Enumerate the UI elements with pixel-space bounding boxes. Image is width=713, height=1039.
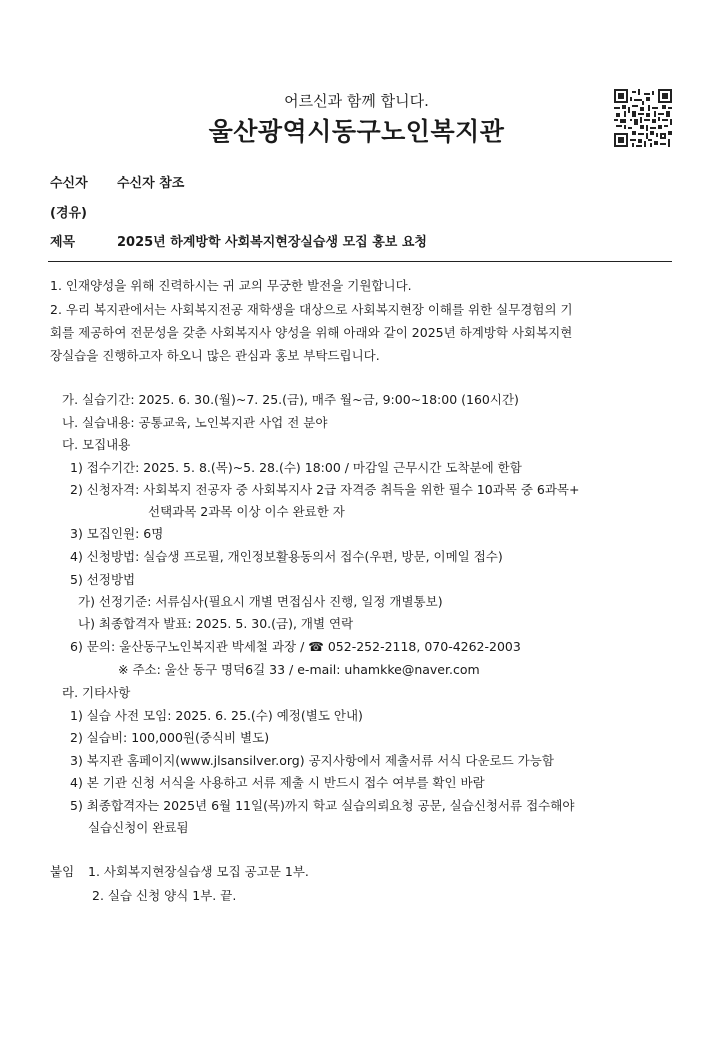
paragraph-1: 1. 인재양성을 위해 진력하시는 귀 교의 무궁한 발전을 기원합니다. (50, 278, 412, 293)
paragraph-2-line-1: 2. 우리 복지관에서는 사회복지전공 재학생을 대상으로 사회복지현장 이해를 위한 실무경험의 기 (50, 302, 573, 317)
item-ra: 라. 기타사항 (62, 685, 131, 700)
header-divider (48, 261, 672, 262)
item-d5-ga: 가) 선정기준: 서류심사(필요시 개별 면접심사 진행, 일정 개별통보) (78, 594, 443, 609)
item-d2-line-2: 선택과목 2과목 이상 이수 완료한 자 (148, 504, 345, 519)
item-d6: 6) 문의: 울산동구노인복지관 박세철 과장 / ☎ 052-252-2118, 070-4262-2003 (70, 639, 521, 654)
attachment-2: 2. 실습 신청 양식 1부. 끝. (92, 888, 237, 903)
attachment-label: 붙임 (50, 864, 75, 879)
item-r4: 4) 본 기관 신청 서식을 사용하고 서류 제출 시 반드시 접수 여부를 확인 바람 (70, 775, 485, 790)
item-d3: 3) 모집인원: 6명 (70, 526, 164, 541)
item-d5: 5) 선정방법 (70, 572, 136, 587)
slogan: 어르신과 함께 합니다. (284, 92, 429, 110)
organization-name: 울산광역시동구노인복지관 (208, 117, 505, 146)
item-d6-address: ※ 주소: 울산 동구 명덕6길 33 / e-mail: uhamkke@naver.com (118, 662, 480, 677)
attachment-1: 1. 사회복지현장실습생 모집 공고문 1부. (88, 864, 309, 879)
paragraph-2-line-2: 회를 제공하여 전문성을 갖춘 사회복지사 양성을 위해 아래와 같이 2025년 하계방학 사회복지현 (50, 325, 573, 340)
paragraph-2-line-3: 장실습을 진행하고자 하오니 많은 관심과 홍보 부탁드립니다. (50, 348, 380, 363)
subject-label: 제목 (50, 235, 76, 250)
item-r1: 1) 실습 사전 모임: 2025. 6. 25.(수) 예정(별도 안내) (70, 708, 363, 723)
item-da: 다. 모집내용 (62, 437, 131, 452)
item-r2: 2) 실습비: 100,000원(중식비 별도) (70, 730, 270, 745)
item-ga: 가. 실습기간: 2025. 6. 30.(월)~7. 25.(금), 매주 월~금, 9:00~18:00 (160시간) (62, 392, 519, 407)
item-r3: 3) 복지관 홈페이지(www.jlsansilver.org) 공지사항에서 제출서류 서식 다운로드 가능함 (70, 753, 554, 768)
item-d1: 1) 접수기간: 2025. 5. 8.(목)~5. 28.(수) 18:00 / 마감일 근무시간 도착분에 한함 (70, 460, 522, 475)
recipient-label: 수신자 (50, 176, 88, 191)
item-r5-line-2: 실습신청이 완료됨 (88, 820, 189, 835)
item-na: 나. 실습내용: 공통교육, 노인복지관 사업 전 분야 (62, 415, 328, 430)
item-d4: 4) 신청방법: 실습생 프로필, 개인정보활용동의서 접수(우편, 방문, 이메일 접수) (70, 549, 503, 564)
item-d5-na: 나) 최종합격자 발표: 2025. 5. 30.(금), 개별 연락 (78, 616, 354, 631)
via-label: (경유) (50, 206, 87, 221)
item-r5-line-1: 5) 최종합격자는 2025년 6월 11일(목)까지 학교 실습의뢰요청 공문, 실습신청서류 접수해야 (70, 798, 575, 813)
recipient-value: 수신자 참조 (117, 176, 185, 191)
item-d2-line-1: 2) 신청자격: 사회복지 전공자 중 사회복지사 2급 자격증 취득을 위한 필수 10과목 중 6과목+ (70, 482, 580, 497)
subject-value: 2025년 하계방학 사회복지현장실습생 모집 홍보 요청 (117, 235, 427, 250)
qr-code-icon (614, 89, 672, 147)
